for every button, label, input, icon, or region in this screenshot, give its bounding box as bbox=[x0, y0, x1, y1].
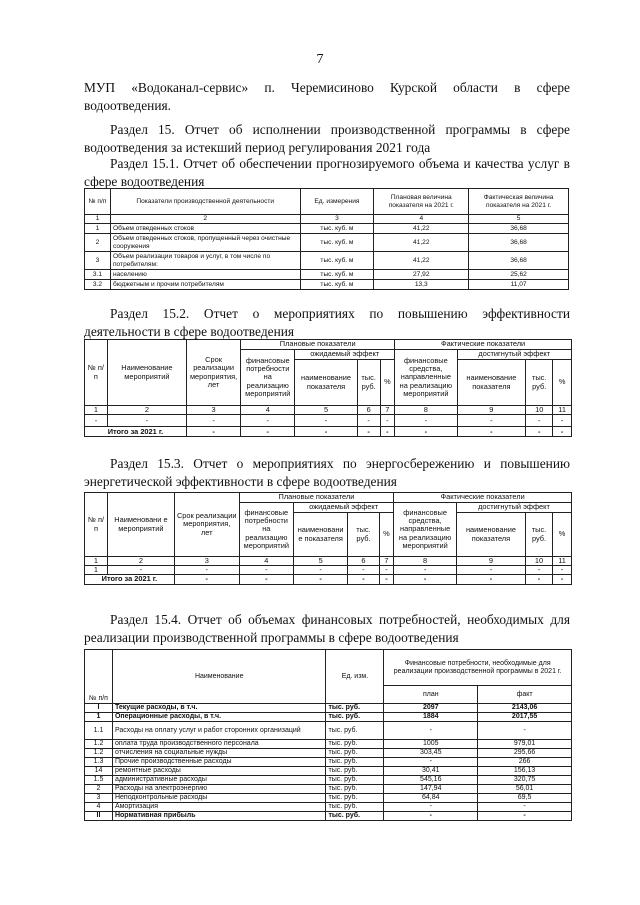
cell: - bbox=[456, 566, 525, 575]
table-row bbox=[85, 280, 569, 290]
col-header-plan-group: Плановые показатели bbox=[241, 340, 395, 350]
row-unit: тыс. руб. bbox=[326, 776, 384, 785]
cell: - bbox=[241, 427, 295, 437]
row-plan: 64,84 bbox=[384, 794, 478, 803]
row-num: II bbox=[85, 812, 113, 821]
table-row bbox=[85, 803, 572, 812]
section-15-title: Раздел 15. Отчет об исполнении производственной программы в сфере водоотведения за истекший период регулирования 2021 года bbox=[84, 122, 570, 155]
row-unit: тыс. руб. bbox=[326, 812, 384, 821]
col-header-indicator: наименование показателя bbox=[457, 360, 526, 406]
section-15-4-title: Раздел 15.4. Отчет об объемах финансовых потребностей, необходимых для реализации производственной программы в сфере водоотведения bbox=[84, 612, 570, 645]
row-fact: 266 bbox=[478, 758, 572, 767]
col-number: 3 bbox=[174, 557, 239, 566]
cell: - bbox=[457, 427, 526, 437]
col-header-expected: ожидаемый эффект bbox=[293, 503, 393, 513]
cell: - bbox=[174, 575, 239, 584]
col-header-num: № п/ п bbox=[85, 340, 108, 406]
col-header-fin-fact: финансовые средства, направленные на реализацию мероприятий bbox=[394, 503, 457, 557]
cell: - bbox=[107, 415, 186, 427]
col-number: 3 bbox=[300, 215, 374, 224]
intro-text: МУП «Водоканал-сервис» п. Черемисиново Курской области в сфере водоотведения. bbox=[84, 80, 570, 113]
row-unit: тыс. руб. bbox=[326, 722, 384, 740]
col-header-name: Наименование bbox=[112, 650, 326, 704]
row-unit: тыс. куб. м bbox=[300, 234, 374, 252]
row-name: Прочие производственные расходы bbox=[112, 758, 326, 767]
row-unit: тыс. куб. м bbox=[300, 270, 374, 280]
row-name: Амортизация bbox=[112, 803, 326, 812]
row-name: Расходы на оплату услуг и работ сторонних организаций bbox=[112, 722, 326, 740]
row-plan: 1005 bbox=[384, 740, 478, 749]
cell: - bbox=[553, 566, 572, 575]
table-row bbox=[85, 234, 569, 252]
col-header-num: № п/ п bbox=[85, 493, 108, 557]
table-row bbox=[85, 776, 572, 785]
row-num: 1.3 bbox=[85, 758, 113, 767]
row-fact: 2017,55 bbox=[478, 713, 572, 722]
cell: - bbox=[394, 575, 457, 584]
energy-saving-table bbox=[84, 492, 572, 585]
cell: - bbox=[526, 427, 553, 437]
total-label: Итого за 2021 г. bbox=[85, 427, 187, 437]
row-fact: - bbox=[478, 722, 572, 740]
table-header-row bbox=[85, 189, 569, 215]
col-number: 5 bbox=[293, 557, 347, 566]
table-row bbox=[85, 713, 572, 722]
row-num: 2 bbox=[85, 234, 111, 252]
row-fact: - bbox=[478, 803, 572, 812]
row-plan: 2097 bbox=[384, 704, 478, 713]
row-unit: тыс. руб. bbox=[326, 740, 384, 749]
row-num: I bbox=[85, 704, 113, 713]
cell: - bbox=[85, 415, 108, 427]
cell: - bbox=[379, 575, 394, 584]
cell: - bbox=[526, 415, 553, 427]
col-number: 4 bbox=[241, 406, 295, 415]
row-name: Нормативная прибыль bbox=[112, 812, 326, 821]
col-number: 2 bbox=[107, 406, 186, 415]
section-15-1-title: Раздел 15.1. Отчет об обеспечении прогнозируемого объема и качества услуг в сфере водоотведения bbox=[84, 156, 570, 189]
row-num: 1.2 bbox=[85, 749, 113, 758]
row-num: 3.2 bbox=[85, 280, 111, 290]
row-fact: 25,62 bbox=[469, 270, 569, 280]
col-number: 8 bbox=[394, 557, 457, 566]
row-fact: 56,01 bbox=[478, 785, 572, 794]
row-fact: 979,01 bbox=[478, 740, 572, 749]
cell: - bbox=[457, 415, 526, 427]
col-header-unit: Ед. изм. bbox=[326, 650, 384, 704]
col-header-num: № п/п bbox=[85, 650, 113, 704]
table-row bbox=[85, 224, 569, 234]
cell: - bbox=[553, 427, 572, 437]
row-name: Текущие расходы, в т.ч. bbox=[112, 704, 326, 713]
cell: - bbox=[186, 427, 240, 437]
cell: 1 bbox=[85, 566, 108, 575]
col-header-percent: % bbox=[379, 513, 394, 557]
row-unit: тыс. куб. м bbox=[300, 224, 374, 234]
col-header-value: тыс. руб. bbox=[348, 513, 379, 557]
col-header-indicator: Показатели производственной деятельности bbox=[110, 189, 300, 215]
col-header-indicator: наименовани е показателя bbox=[293, 513, 347, 557]
cell: - bbox=[395, 427, 457, 437]
efficiency-measures-table bbox=[84, 339, 572, 437]
table-row bbox=[85, 270, 569, 280]
cell: - bbox=[357, 427, 380, 437]
cell: - bbox=[553, 415, 572, 427]
table-row bbox=[85, 415, 572, 427]
cell: - bbox=[295, 427, 357, 437]
row-num: 3.1 bbox=[85, 270, 111, 280]
row-unit: тыс. куб. м bbox=[300, 252, 374, 270]
col-header-fin-plan: финансовые потребности на реализацию мероприятий bbox=[239, 503, 293, 557]
col-number: 1 bbox=[85, 557, 108, 566]
row-plan: - bbox=[384, 812, 478, 821]
cell: - bbox=[525, 575, 552, 584]
row-unit: тыс. руб. bbox=[326, 803, 384, 812]
col-header-needs: Финансовые потребности, необходимые для реализации производственной программы в 2021 г. bbox=[384, 650, 572, 686]
cell: - bbox=[174, 566, 239, 575]
table-row bbox=[85, 758, 572, 767]
col-number: 2 bbox=[110, 215, 300, 224]
col-number: 1 bbox=[85, 406, 108, 415]
row-name: населению bbox=[110, 270, 300, 280]
page-number: 7 bbox=[316, 52, 324, 67]
row-name: Неподконтрольные расходы bbox=[112, 794, 326, 803]
cell: - bbox=[348, 566, 379, 575]
row-fact: 295,66 bbox=[478, 749, 572, 758]
row-name: административные расходы bbox=[112, 776, 326, 785]
row-unit: тыс. руб. bbox=[326, 758, 384, 767]
row-name: Объем отведенных стоков bbox=[110, 224, 300, 234]
table-row bbox=[85, 722, 572, 740]
col-number: 4 bbox=[374, 215, 469, 224]
table-row bbox=[85, 740, 572, 749]
row-num: 2 bbox=[85, 785, 113, 794]
table-row bbox=[85, 785, 572, 794]
cell: - bbox=[379, 566, 394, 575]
table-row bbox=[85, 794, 572, 803]
col-number: 4 bbox=[239, 557, 293, 566]
row-unit: тыс. руб. bbox=[326, 785, 384, 794]
col-header-fact: факт bbox=[478, 686, 572, 704]
row-plan: 41,22 bbox=[374, 234, 469, 252]
row-unit: тыс. руб. bbox=[326, 713, 384, 722]
section-15-2-title: Раздел 15.2. Отчет о мероприятиях по повышению эффективности деятельности в сфере водоотведения bbox=[84, 306, 570, 339]
row-name: Расходы на электроэнергию bbox=[112, 785, 326, 794]
col-header-indicator: наименование показателя bbox=[456, 513, 525, 557]
row-fact: 11,07 bbox=[469, 280, 569, 290]
col-header-value: тыс. руб. bbox=[525, 513, 552, 557]
table-row bbox=[85, 704, 572, 713]
col-number: 8 bbox=[395, 406, 457, 415]
row-unit: тыс. руб. bbox=[326, 767, 384, 776]
col-number: 9 bbox=[456, 557, 525, 566]
cell: - bbox=[239, 566, 293, 575]
col-number: 6 bbox=[348, 557, 379, 566]
row-unit: тыс. куб. м bbox=[300, 280, 374, 290]
col-header-num: № п/п bbox=[85, 189, 111, 215]
row-plan: 303,45 bbox=[384, 749, 478, 758]
row-name: Операционные расходы, в т.ч. bbox=[112, 713, 326, 722]
row-unit: тыс. руб. bbox=[326, 704, 384, 713]
row-fact: 69,5 bbox=[478, 794, 572, 803]
col-number: 9 bbox=[457, 406, 526, 415]
row-plan: - bbox=[384, 758, 478, 767]
cell: - bbox=[295, 415, 357, 427]
table-row bbox=[85, 767, 572, 776]
col-number: 7 bbox=[380, 406, 395, 415]
col-number: 10 bbox=[526, 406, 553, 415]
col-number: 1 bbox=[85, 215, 111, 224]
cell: - bbox=[241, 415, 295, 427]
row-num: 3 bbox=[85, 794, 113, 803]
row-fact: 36,68 bbox=[469, 252, 569, 270]
col-header-measure: Наименовани е мероприятий bbox=[107, 493, 174, 557]
col-header-achieved: достигнутый эффект bbox=[457, 350, 571, 360]
cell: - bbox=[395, 415, 457, 427]
row-num: 1.2 bbox=[85, 740, 113, 749]
row-plan: 545,16 bbox=[384, 776, 478, 785]
cell: - bbox=[348, 575, 379, 584]
cell: - bbox=[525, 566, 552, 575]
col-number: 10 bbox=[525, 557, 552, 566]
col-header-achieved: достигнутый эффект bbox=[456, 503, 571, 513]
col-header-fact-group: Фактические показатели bbox=[394, 493, 572, 503]
row-num: 3 bbox=[85, 252, 111, 270]
row-plan: - bbox=[384, 803, 478, 812]
cell: - bbox=[380, 415, 395, 427]
col-header-plan: Плановая величина показателя на 2021 г. bbox=[374, 189, 469, 215]
cell: - bbox=[394, 566, 457, 575]
col-header-value: тыс. руб. bbox=[526, 360, 553, 406]
row-plan: 27,92 bbox=[374, 270, 469, 280]
cell: - bbox=[553, 575, 572, 584]
col-number: 5 bbox=[469, 215, 569, 224]
row-num: 4 bbox=[85, 803, 113, 812]
table-row bbox=[85, 812, 572, 821]
row-plan: 30,41 bbox=[384, 767, 478, 776]
row-name: Объем реализации товаров и услуг, в том числе по потребителям: bbox=[110, 252, 300, 270]
cell: - bbox=[107, 566, 174, 575]
table-row bbox=[85, 252, 569, 270]
col-number: 2 bbox=[107, 557, 174, 566]
row-name: оплата труда производственного персонала bbox=[112, 740, 326, 749]
col-header-fin-fact: финансовые средства, направленные на реализацию мероприятий bbox=[395, 350, 457, 406]
row-name: Объем отведенных стоков, пропущенный через очистные сооружения bbox=[110, 234, 300, 252]
row-plan: - bbox=[384, 722, 478, 740]
row-plan: 147,94 bbox=[384, 785, 478, 794]
total-row bbox=[85, 427, 572, 437]
row-num: 1 bbox=[85, 224, 111, 234]
cell: - bbox=[456, 575, 525, 584]
row-num: 1.5 bbox=[85, 776, 113, 785]
col-header-fin-plan: финансовые потребности на реализацию мероприятий bbox=[241, 350, 295, 406]
row-name: отчисления на социальные нужды bbox=[112, 749, 326, 758]
row-fact: 36,68 bbox=[469, 234, 569, 252]
table-row bbox=[85, 566, 572, 575]
col-number: 11 bbox=[553, 557, 572, 566]
row-unit: тыс. руб. bbox=[326, 749, 384, 758]
row-name: ремонтные расходы bbox=[112, 767, 326, 776]
cell: - bbox=[357, 415, 380, 427]
table-row bbox=[85, 749, 572, 758]
col-header-percent: % bbox=[553, 360, 572, 406]
cell: - bbox=[293, 575, 347, 584]
section-15-3-title: Раздел 15.3. Отчет о мероприятиях по энергосбережению и повышению энергетической эффективности в сфере водоотведения bbox=[84, 456, 570, 489]
col-header-plan: план bbox=[384, 686, 478, 704]
col-header-term: Срок реализации мероприятия, лет bbox=[174, 493, 239, 557]
total-row bbox=[85, 575, 572, 584]
col-header-percent: % bbox=[553, 513, 572, 557]
row-fact: - bbox=[478, 812, 572, 821]
col-header-plan-group: Плановые показатели bbox=[239, 493, 394, 503]
column-number-row bbox=[85, 406, 572, 415]
column-number-row bbox=[85, 215, 569, 224]
row-fact: 320,75 bbox=[478, 776, 572, 785]
col-header-fact: Фактическая величина показателя на 2021 г. bbox=[469, 189, 569, 215]
row-unit: тыс. руб. bbox=[326, 794, 384, 803]
col-number: 5 bbox=[295, 406, 357, 415]
row-fact: 2143,06 bbox=[478, 704, 572, 713]
row-num: 1 bbox=[85, 713, 113, 722]
col-header-unit: Ед. измерения bbox=[300, 189, 374, 215]
col-header-measure: Наименование мероприятий bbox=[107, 340, 186, 406]
cell: - bbox=[239, 575, 293, 584]
col-number: 11 bbox=[553, 406, 572, 415]
column-number-row bbox=[85, 557, 572, 566]
col-header-indicator: наименование показателя bbox=[295, 360, 357, 406]
col-header-expected: ожидаемый эффект bbox=[295, 350, 395, 360]
col-header-term: Срок реализации мероприятия, лет bbox=[186, 340, 240, 406]
row-plan: 41,22 bbox=[374, 224, 469, 234]
col-header-percent: % bbox=[380, 360, 395, 406]
col-number: 7 bbox=[379, 557, 394, 566]
col-header-fact-group: Фактические показатели bbox=[395, 340, 572, 350]
cell: - bbox=[186, 415, 240, 427]
financial-needs-table bbox=[84, 649, 572, 821]
row-num: 1.1 bbox=[85, 722, 113, 740]
total-label: Итого за 2021 г. bbox=[85, 575, 175, 584]
row-plan: 1884 bbox=[384, 713, 478, 722]
row-plan: 13,3 bbox=[374, 280, 469, 290]
row-plan: 41,22 bbox=[374, 252, 469, 270]
row-fact: 36,68 bbox=[469, 224, 569, 234]
production-volume-table bbox=[84, 188, 569, 290]
cell: - bbox=[293, 566, 347, 575]
col-header-value: тыс. руб. bbox=[357, 360, 380, 406]
row-num: 14 bbox=[85, 767, 113, 776]
col-number: 6 bbox=[357, 406, 380, 415]
col-number: 3 bbox=[186, 406, 240, 415]
cell: - bbox=[380, 427, 395, 437]
row-name: бюджетным и прочим потребителям bbox=[110, 280, 300, 290]
row-fact: 156,13 bbox=[478, 767, 572, 776]
